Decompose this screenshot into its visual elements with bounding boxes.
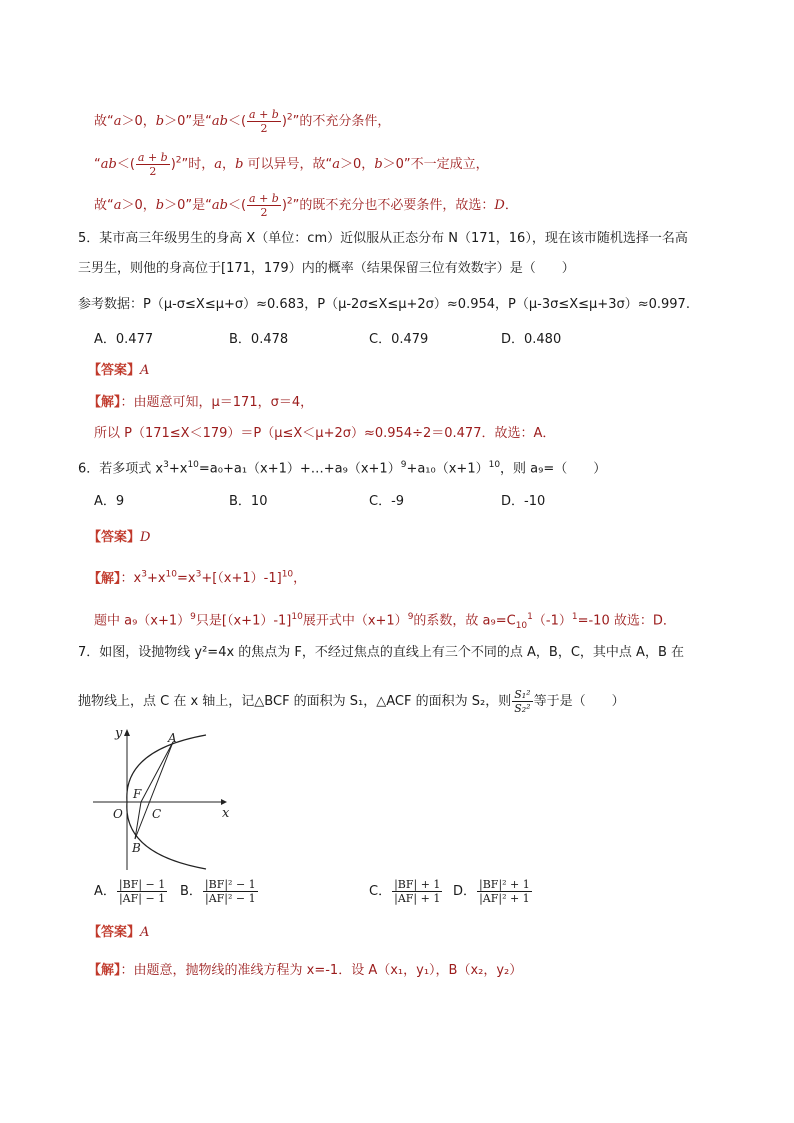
q6-option-d: D．-10 [501,494,546,509]
q5-option-b: B．0.478 [229,332,289,347]
question-7-line-2: 抛物线上，点 C 在 x 轴上，记△BCF 的面积为 S₁，△ACF 的面积为 S₂，则 $\frac{\text{S₁²}}{\text{S₂²}}$ 等于是（ ） [78,688,625,715]
question-5-reference: 参考数据：P（μ-σ≤X≤μ+σ）≈0.683，P（μ-2σ≤X≤μ+2σ）≈0.954，P（μ-3σ≤X≤μ+3σ）≈0.997. [78,297,690,312]
label-x: x [222,806,230,821]
q6-answer: 【答案】D [88,530,151,545]
question-5-line-2: 三男生，则他的身高位于[171，179）内的概率（结果保留三位有效数字）是（ ） [78,261,575,276]
q7-solution-1: 【解】：由题意，抛物线的准线方程为 x=-1．设 A（x₁，y₁），B（x₂，y₂） [88,963,523,978]
solution-line-2: “ab＜( $\frac{a + b}{2}$ )$^2$”时，a，b 可以异号，故“a＞0，b＞0”不一定成立， [94,151,489,178]
q5-option-d: D．0.480 [501,332,562,347]
fraction: $\frac{a + b}{2}$ [249,192,279,219]
q5-option-a: A．0.477 [94,332,154,347]
q7-option-b: B． $\frac{\text{|BF|² − 1}}{\text{|AF|² − 1}}$ [180,878,256,905]
q6-solution-1: 【解】：$x^3+x^{10}=x^3+[(x+1)-1]^{10}$， [88,570,307,587]
label-c: C [152,807,162,821]
y-axis-arrow [124,729,130,736]
q5-answer: 【答案】A [88,363,150,378]
q6-option-b: B．10 [229,494,268,509]
label-a: A [168,731,177,745]
q5-solution-1: 【解】：由题意可知，μ＝171，σ＝4， [88,395,314,410]
q7-option-d: D． $\frac{\text{|BF|² + 1}}{\text{|AF|² + 1}}$ [453,878,530,905]
parabola-figure [88,722,248,872]
fraction: $\frac{a + b}{2}$ [249,108,279,135]
q7-option-c: C． $\frac{|BF| + 1}{|AF| + 1}$ [369,878,441,905]
q5-option-c: C．0.479 [369,332,429,347]
line-bf [135,802,141,839]
fraction-s1-s2: $\frac{\text{S₁²}}{\text{S₂²}}$ [514,688,531,715]
label-f: F [133,787,142,801]
q7-option-a: A． $\frac{|BF| - 1}{|AF| - 1}$ [94,878,166,905]
q6-option-a: A．9 [94,494,125,509]
fraction: $\frac{a + b}{2}$ [137,151,168,178]
label-o: O [113,807,123,821]
q6-solution-2: 题中 $a_9(x+1)^9$只是$[(x+1)-1]^{10}$展开式中$(x+1)^9$的系数，故 $a_9=C_{10}^1(-1)^1=-10$ 故选：D． [94,612,676,631]
question-7-line-1: 7．如图，设抛物线 y²=4x 的焦点为 F，不经过焦点的直线上有三个不同的点 A，B，C，其中点 A，B 在 [78,645,685,660]
q7-answer: 【答案】A [88,925,150,940]
q5-solution-2: 所以 P（171≤X＜179）＝P（μ≤X＜μ+2σ）≈0.954÷2＝0.477．故选：A． [94,426,556,441]
q6-option-c: C．-9 [369,494,405,509]
solution-line-1: 故“a＞0，b＞0”是“ab＜( $\frac{a + b}{2}$ )$^2$”的不充分条件， [94,108,391,135]
solution-line-3: 故“a＞0，b＞0”是“ab＜( $\frac{a + b}{2}$ )$^2$”的既不充分也不必要条件，故选：D． [94,192,518,219]
label-y: y [115,726,123,741]
x-axis-arrow [221,799,227,805]
question-5-line-1: 5．某市高三年级男生的身高 X（单位：cm）近似服从正态分布 N（171，16），现在该市随机选择一名高 [78,231,688,246]
question-6: 6．若多项式 $x^3+x^{10}=a_0+a_1(x+1)+\dots+a_9(x+1)^9+a_{10}(x+1)^{10}$，则 a₉=（ ） [78,460,607,477]
label-b: B [132,841,141,855]
